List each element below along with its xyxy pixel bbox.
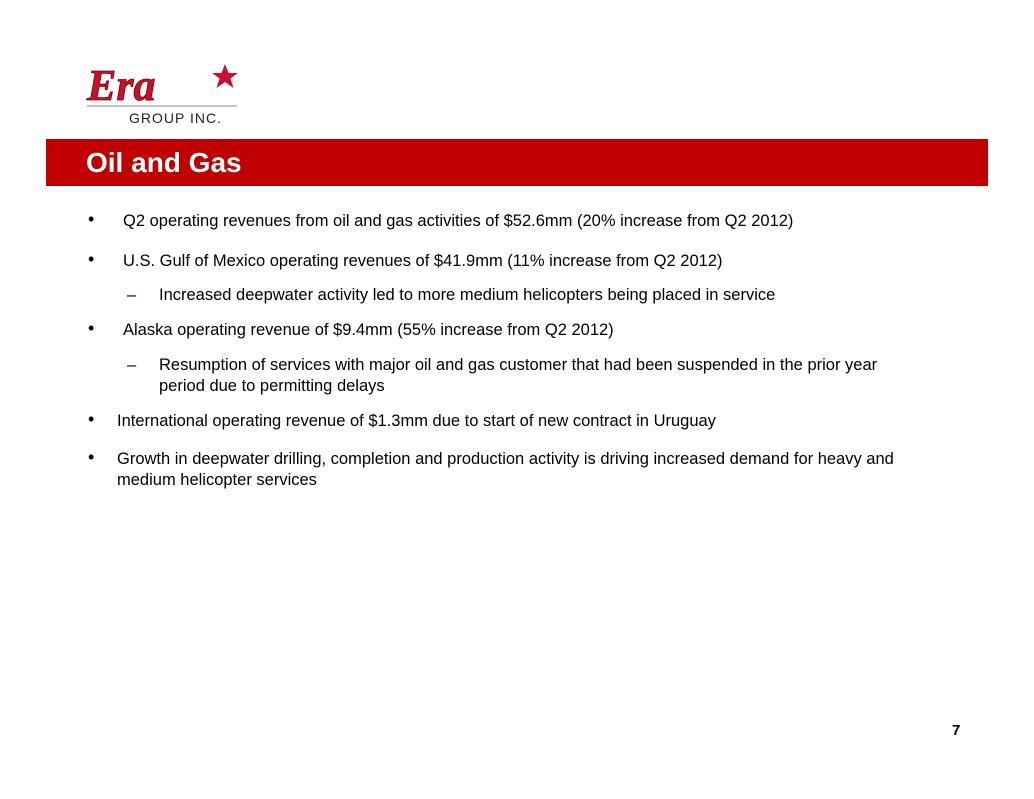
title-bar (46, 139, 988, 186)
bullet-marker: • (88, 249, 95, 269)
list-item: Growth in deepwater drilling, completion and production activity is driving increased demand for heavy and medium helicopter services (117, 450, 894, 489)
list-item: U.S. Gulf of Mexico operating revenues of $41.9mm (11% increase from Q2 2012) (123, 252, 723, 270)
star-icon (212, 64, 238, 88)
logo-wordmark: Era (87, 61, 156, 110)
list-item: Q2 operating revenues from oil and gas activities of $52.6mm (20% increase from Q2 2012) (123, 212, 794, 230)
list-item: Alaska operating revenue of $9.4mm (55% increase from Q2 2012) (123, 321, 614, 339)
logo-subtitle: GROUP INC. (129, 110, 222, 126)
list-item: Increased deepwater activity led to more medium helicopters being placed in service (159, 286, 776, 304)
list-item: Resumption of services with major oil and gas customer that had been suspended in the prior year period due to permitting delays (159, 356, 878, 395)
bullet-marker: • (88, 318, 95, 338)
bullet-marker: • (88, 209, 95, 229)
company-logo (85, 60, 245, 132)
bullet-marker: • (88, 447, 95, 467)
sub-bullet-marker: – (127, 286, 137, 304)
list-item: International operating revenue of $1.3mm due to start of new contract in Uruguay (117, 412, 716, 430)
bullet-marker: • (88, 409, 95, 429)
page-title: Oil and Gas (86, 147, 242, 178)
sub-bullet-marker: – (127, 356, 137, 374)
era-logo-icon (85, 60, 245, 110)
page-number: 7 (952, 722, 961, 739)
